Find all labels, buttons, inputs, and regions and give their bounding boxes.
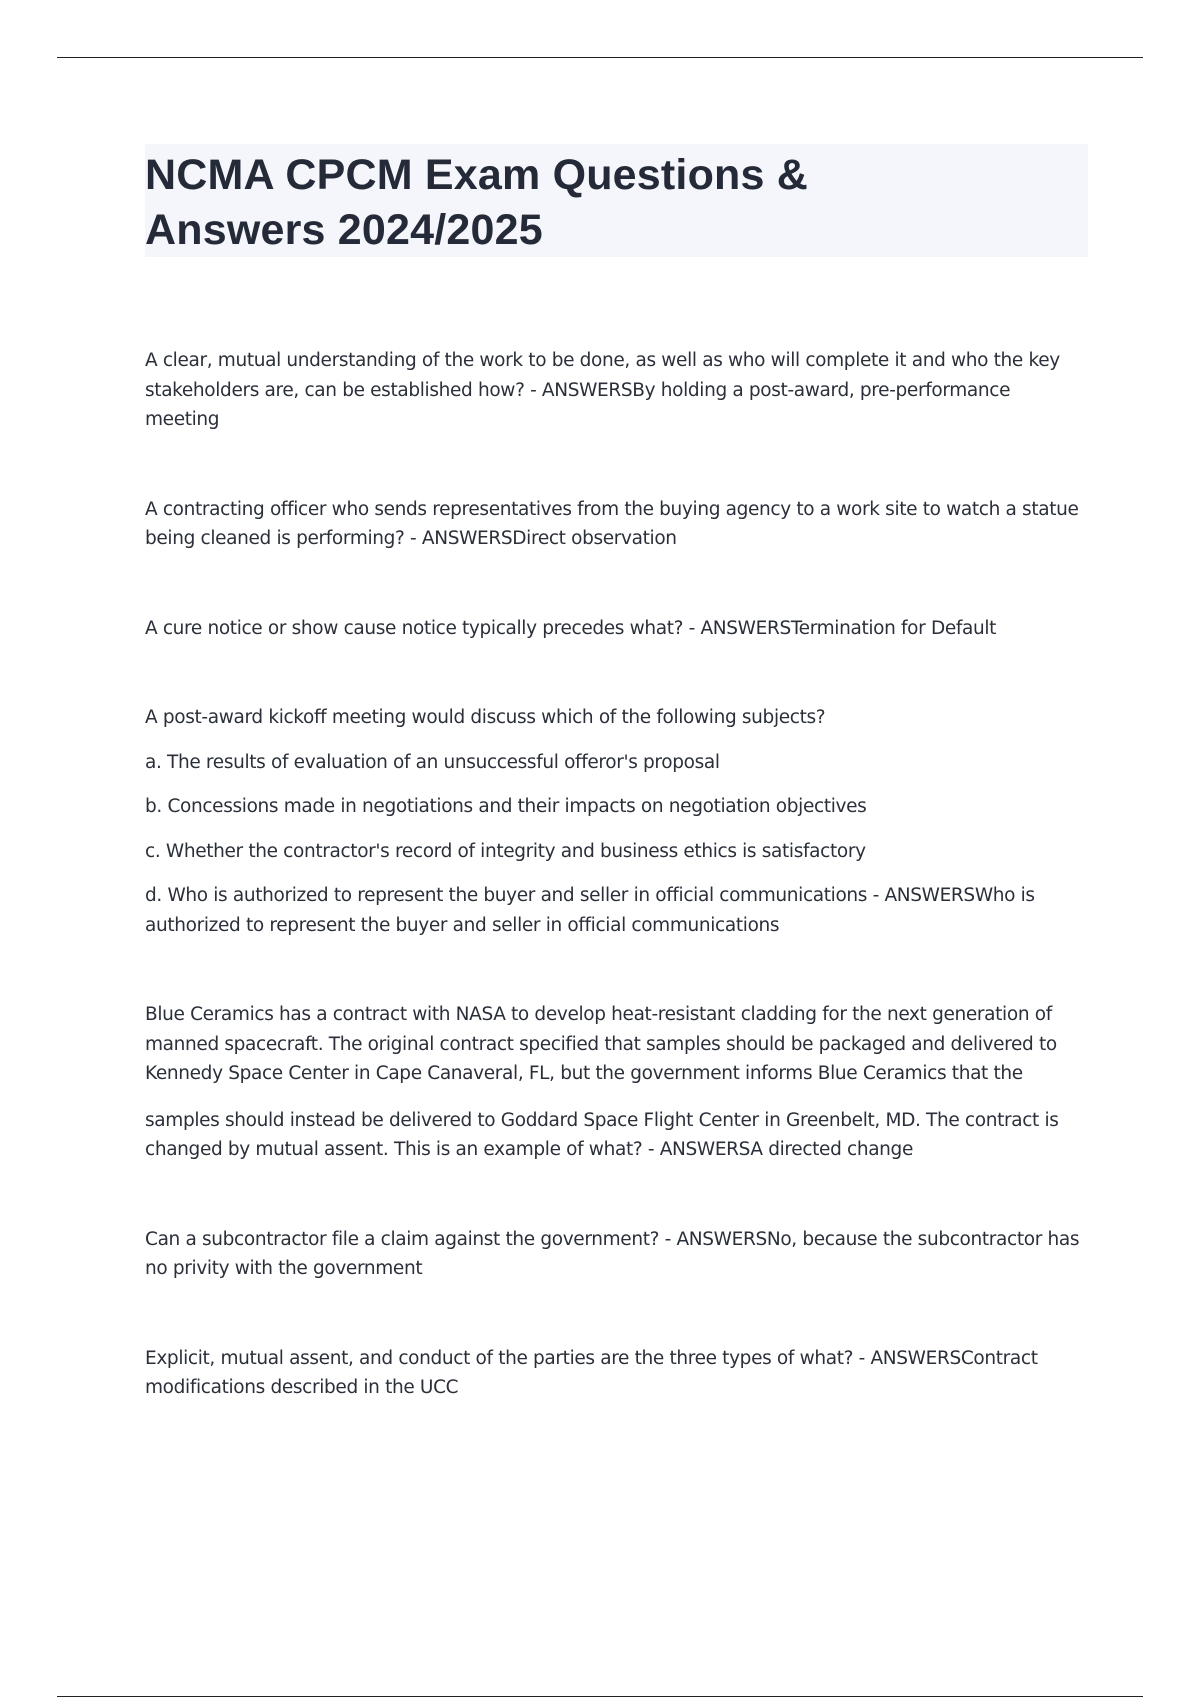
- qa-item-3: A cure notice or show cause notice typically precedes what? - ANSWERSTermination for Default: [145, 617, 997, 639]
- qa-item-2: A contracting officer who sends representatives from the buying agency to a work site to watch a statue being cleaned is performing? - ANSWERSDirect observation: [145, 498, 1079, 549]
- qa-item-5-part-1: Blue Ceramics has a contract with NASA to develop heat-resistant cladding for the next generation of manned spacecraft. The original contract specified that samples should be packaged and delivered to Kennedy Space Center in Cape Canaveral, FL, but the government informs Blue Ceramics that the: [145, 1004, 1057, 1084]
- qa-item-4-question: A post-award kickoff meeting would discuss which of the following subjects?: [145, 707, 826, 728]
- document-title: [145, 148, 1088, 258]
- qa-content: [145, 346, 1085, 1403]
- qa-item-7: Explicit, mutual assent, and conduct of the parties are the three types of what? - ANSWERSContract modifications described in the UCC: [145, 1347, 1038, 1398]
- qa-item-1: A clear, mutual understanding of the work to be done, as well as who will complete it and who the key stakeholders are, can be established how? - ANSWERSBy holding a post-award, pre-performance meeting: [145, 350, 1060, 430]
- title-line-2: Answers 2024/2025: [145, 206, 543, 254]
- title-line-1: NCMA CPCM Exam Questions &: [145, 151, 809, 199]
- page-top-rule: [57, 57, 1143, 58]
- qa-item-4-option-c: c. Whether the contractor's record of integrity and business ethics is satisfactory: [145, 840, 866, 862]
- qa-item-5-part-2: samples should instead be delivered to Goddard Space Flight Center in Greenbelt, MD. The contract is changed by mutual assent. This is an example of what? - ANSWERSA directed change: [145, 1109, 1059, 1160]
- page-bottom-rule: [57, 1696, 1143, 1697]
- qa-item-4-option-b: b. Concessions made in negotiations and their impacts on negotiation objectives: [145, 796, 867, 817]
- qa-item-4-option-d: d. Who is authorized to represent the buyer and seller in official communications - ANSWERSWho is authorized to represent the buyer and seller in official communications: [145, 885, 1035, 936]
- qa-item-4-option-a: a. The results of evaluation of an unsuccessful offeror's proposal: [145, 751, 720, 773]
- title-banner: [145, 144, 1088, 257]
- qa-item-6: Can a subcontractor file a claim against the government? - ANSWERSNo, because the subcontractor has no privity with the government: [145, 1228, 1080, 1279]
